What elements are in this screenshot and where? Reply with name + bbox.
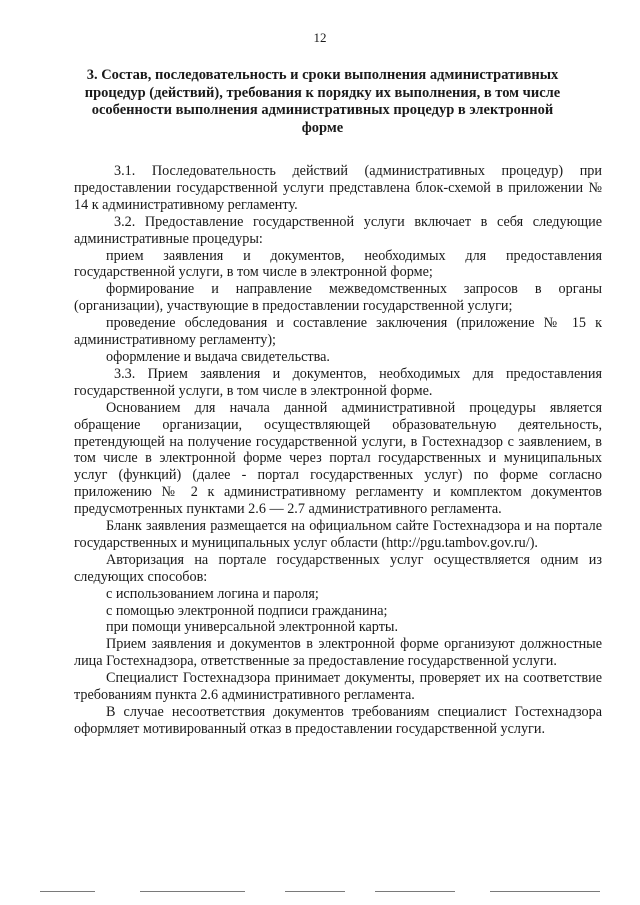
paragraph-3-2: 3.2. Предоставление государственной услуги включает в себя следующие административные процедуры: [74,213,602,247]
paragraph: В случае несоответствия документов требованиям специалист Гостехнадзора оформляет мотивированный отказ в предоставлении государственной услуги. [74,704,602,737]
procedure-item: прием заявления и документов, необходимых для предоставления государственной услуги, в том числе в электронной форме; [74,247,602,281]
paragraph: Авторизация на портале государственных услуг осуществляется одним из следующих способов: [74,551,602,585]
scan-footer-line [40,891,95,892]
heading-line: форме [301,119,344,136]
auth-method-item: с помощью электронной подписи гражданина; [106,602,388,619]
paragraph-3-1: 3.1. Последовательность действий (административных процедур) при предоставлении государственной услуги представлена блок-схемой в приложении № 14 к административному регламенту. [74,163,602,213]
procedure-item: проведение обследования и составление заключения (приложение № 15 к административному регламенту); [74,315,602,349]
paragraph: Бланк заявления размещается на официальном сайте Гостехнадзора и на портале государственных и муниципальных услуг области (http://pgu.tambov.gov.ru/). [74,518,602,551]
procedure-item: оформление и выдача свидетельства. [106,348,330,365]
section-heading [80,67,565,137]
paragraph-3-3: 3.3. Прием заявления и документов, необходимых для предоставления государственной услуги, в том числе в электронной форме. [74,365,602,399]
heading-line: процедур (действий), требования к порядку их выполнения, в том числе [84,84,561,101]
procedure-item: формирование и направление межведомственных запросов в органы (организации), участвующие в предоставлении государственной услуги; [74,281,602,315]
page-number: 12 [313,30,327,45]
paragraph: Специалист Гостехнадзора принимает документы, проверяет их на соответствие требованиям пункта 2.6 административного регламента. [74,670,602,704]
scan-footer-line [490,891,600,892]
heading-line: 3. Состав, последовательность и сроки выполнения административных [86,67,559,83]
scan-footer-line [140,891,245,892]
scan-footer-line [285,891,345,892]
auth-method-item: при помощи универсальной электронной карты. [106,619,398,636]
scan-footer-line [375,891,455,892]
heading-line: особенности выполнения административных процедур в электронной [91,102,554,118]
document-body [74,163,602,738]
paragraph: Основанием для начала данной административной процедуры является обращение организации, осуществляющей образовательную деятельность, претендующей на получение государственной услуги, в Гостехнадзор с заявлением, в том числе в электронной форме через портал государственных и муниципальных услуг (функций) (далее - портал государственных услуг) по форме согласно приложению № 2 к административному регламенту и комплектом документов предусмотренных пунктами 2.6 — 2.7 административного регламента. [74,399,602,518]
paragraph: Прием заявления и документов в электронной форме организуют должностные лица Гостехнадзора, ответственные за предоставление государственной услуги. [74,636,602,670]
auth-method-item: с использованием логина и пароля; [106,585,319,602]
